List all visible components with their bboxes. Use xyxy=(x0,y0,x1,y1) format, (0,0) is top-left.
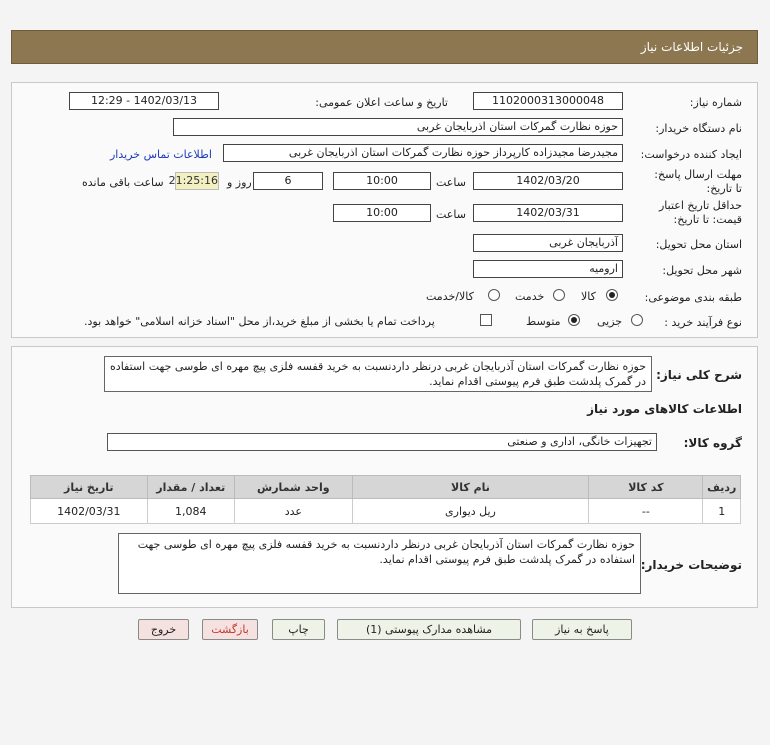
reply-time-field: 10:00 xyxy=(333,172,431,190)
goods-table xyxy=(30,475,741,524)
summary-field: حوزه نظارت گمرکات استان آذربایجان غربی درنظر داردنسبت به خرید قفسه فلزی پیچ مهره ای طوسی جهت استفاده در گمرک پلدشت طبق فرم پیوستی اقدام نماید. xyxy=(104,356,652,392)
view-attachments-button[interactable]: مشاهده مدارک پیوستی (1) xyxy=(337,619,521,640)
process-option-medium: متوسط xyxy=(526,315,561,328)
city-label: شهر محل تحویل: xyxy=(662,264,742,277)
announce-datetime-field: 1402/03/13 - 12:29 xyxy=(69,92,219,110)
page-title: جزئیات اطلاعات نیاز xyxy=(640,40,743,54)
row-need-date: 1402/03/31 xyxy=(31,499,148,524)
col-unit-header: واحد شمارش xyxy=(234,476,352,499)
col-qty-header: تعداد / مقدار xyxy=(147,476,234,499)
process-label: نوع فرآیند خرید : xyxy=(664,316,742,329)
treasury-payment-checkbox[interactable] xyxy=(480,314,492,326)
reply-button[interactable]: پاسخ به نیاز xyxy=(532,619,632,640)
goods-group-label: گروه کالا: xyxy=(683,436,742,450)
category-option-goods: کالا xyxy=(581,290,596,303)
buyer-notes-label: توضیحات خریدار: xyxy=(640,558,742,572)
goods-info-title: اطلاعات کالاهای مورد نیاز xyxy=(587,402,742,416)
creator-label: ایجاد کننده درخواست: xyxy=(640,148,742,161)
process-radio-medium[interactable] xyxy=(568,314,580,326)
reply-date-field: 1402/03/20 xyxy=(473,172,623,190)
province-label: استان محل تحویل: xyxy=(655,238,742,251)
process-option-minor: جزیی xyxy=(597,315,623,328)
category-label: طبقه بندی موضوعی: xyxy=(644,291,742,304)
col-code-header: کد کالا xyxy=(589,476,703,499)
row-name: ریل دیواری xyxy=(352,499,589,524)
treasury-payment-note: پرداخت تمام یا بخشی از مبلغ خرید،از محل "اسناد خزانه اسلامی" خواهد بود. xyxy=(84,315,435,328)
buyer-org-field: حوزه نظارت گمرکات استان اذربایجان غربی xyxy=(173,118,623,136)
category-radio-service[interactable] xyxy=(553,289,565,301)
validity-label: حداقل تاریخ اعتبار قیمت: تا تاریخ: xyxy=(658,199,742,226)
category-radio-goods-service[interactable] xyxy=(488,289,500,301)
reply-deadline-label: مهلت ارسال پاسخ: تا تاریخ: xyxy=(654,168,742,195)
buyer-notes-field: حوزه نظارت گمرکات استان آذربایجان غربی درنظر داردنسبت به خرید قفسه فلزی پیچ مهره ای طوسی جهت استفاده در گمرک پلدشت طبق فرم پیوستی اقدام نماید. xyxy=(118,533,641,594)
validity-time-field: 10:00 xyxy=(333,204,431,222)
buyer-org-label: نام دستگاه خریدار: xyxy=(655,122,742,135)
need-number-label: شماره نیاز: xyxy=(689,96,742,109)
exit-button[interactable]: خروج xyxy=(138,619,189,640)
announce-label: تاریخ و ساعت اعلان عمومی: xyxy=(315,96,448,109)
row-unit: عدد xyxy=(234,499,352,524)
process-radio-minor[interactable] xyxy=(631,314,643,326)
reply-time-label: ساعت xyxy=(436,176,466,189)
category-option-service: خدمت xyxy=(515,290,545,303)
col-name-header: نام کالا xyxy=(352,476,589,499)
row-quantity: 1,084 xyxy=(147,499,234,524)
goods-table-header-row xyxy=(31,476,741,499)
row-number: 1 xyxy=(703,499,741,524)
days-label: روز و xyxy=(227,176,252,189)
validity-date-field: 1402/03/31 xyxy=(473,204,623,222)
buyer-contact-link[interactable]: اطلاعات تماس خریدار xyxy=(110,148,212,161)
remaining-days-field: 6 xyxy=(253,172,323,190)
city-field: ارومیه xyxy=(473,260,623,278)
province-field: آذربایجان غربی xyxy=(473,234,623,252)
remaining-time-label: ساعت باقی مانده xyxy=(82,176,164,189)
category-option-goods-service: کالا/خدمت xyxy=(426,290,474,303)
summary-label: شرح کلی نیاز: xyxy=(656,368,742,382)
creator-field: مجیدرضا مجیدزاده کارپرداز حوزه نظارت گمرکات استان اذربایجان غربی xyxy=(223,144,623,162)
print-button[interactable]: چاپ xyxy=(272,619,325,640)
goods-group-field: تجهیزات خانگی، اداری و صنعتی xyxy=(107,433,657,451)
table-row xyxy=(31,499,741,524)
col-date-header: تاریخ نیاز xyxy=(31,476,148,499)
col-row-header: ردیف xyxy=(703,476,741,499)
validity-time-label: ساعت xyxy=(436,208,466,221)
back-button[interactable]: بازگشت xyxy=(202,619,258,640)
remaining-time-field: 21:25:16 xyxy=(175,172,219,190)
row-code: -- xyxy=(589,499,703,524)
page-header xyxy=(11,30,758,64)
category-radio-goods[interactable] xyxy=(606,289,618,301)
need-number-field: 1102000313000048 xyxy=(473,92,623,110)
